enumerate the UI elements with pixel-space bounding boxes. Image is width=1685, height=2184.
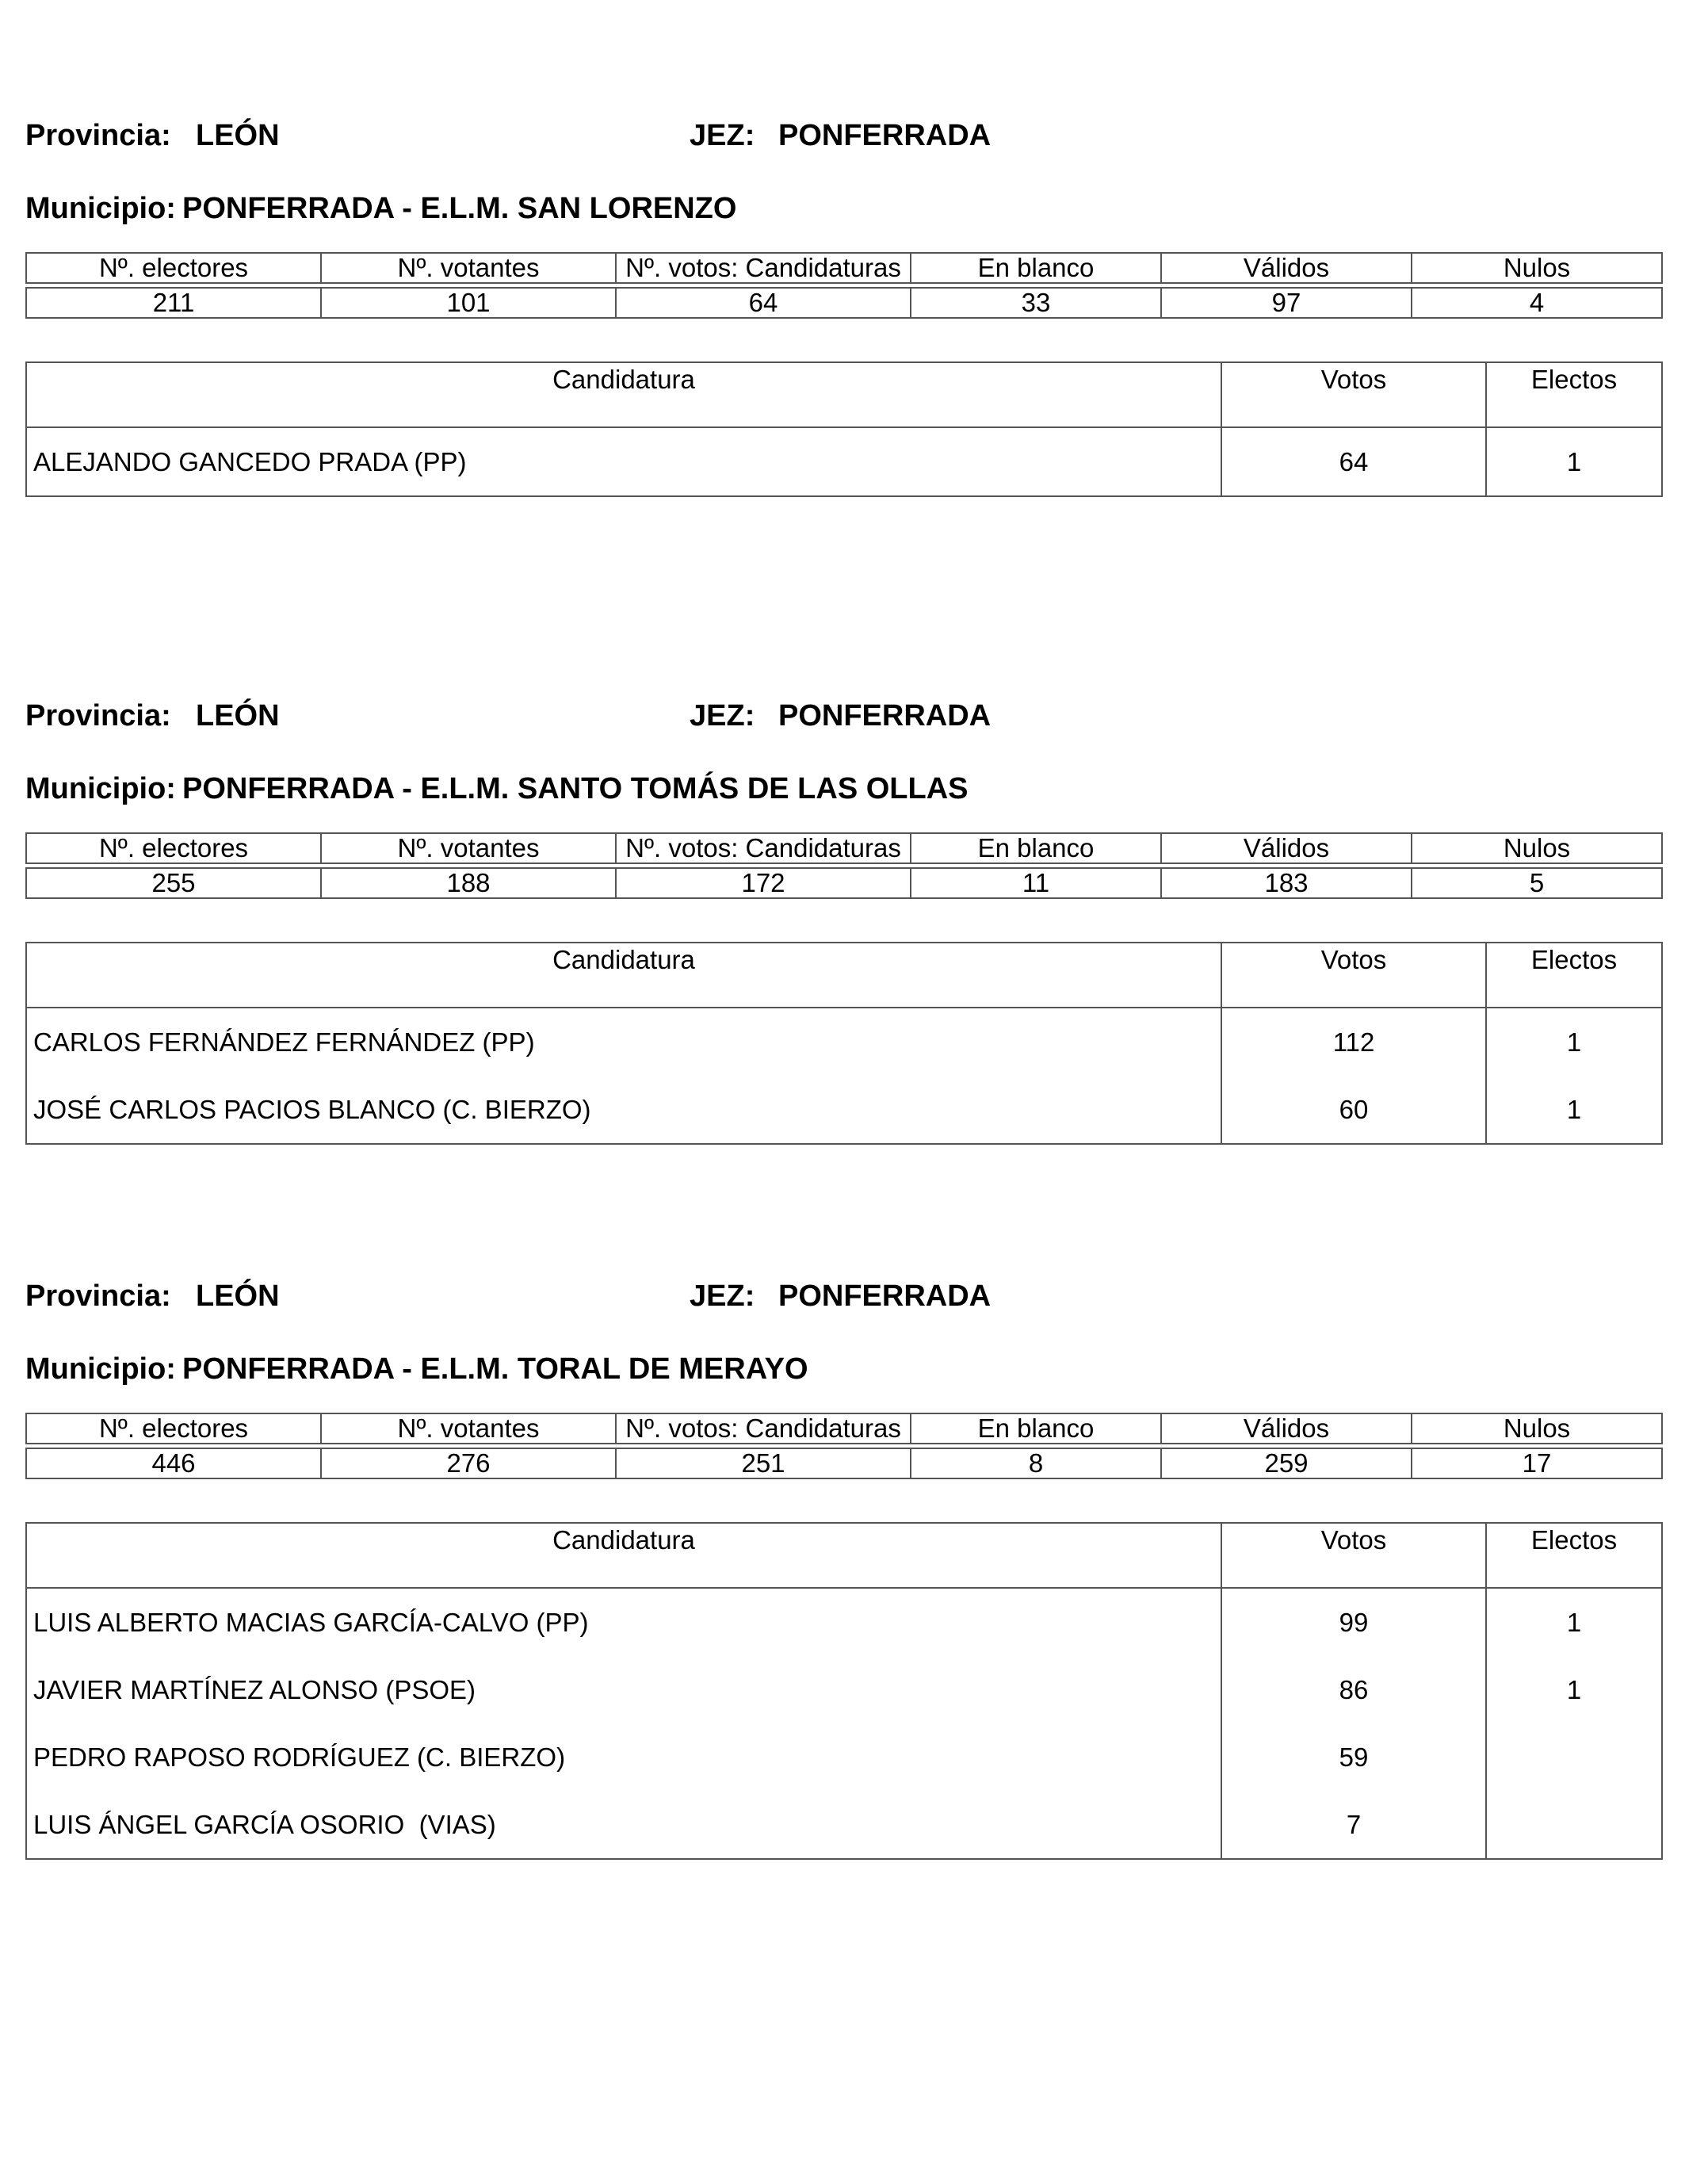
stats-value-cell: 255 (26, 868, 321, 898)
candidate-electos: 1 (1486, 1008, 1662, 1076)
section-toral-de-merayo (25, 1276, 1661, 1839)
table-row (26, 427, 1662, 496)
stats-value-cell: 8 (911, 1448, 1161, 1478)
stats-value-cell: 183 (1161, 868, 1412, 898)
candidatura-header: Candidatura (26, 943, 1221, 1008)
stats-value-row (26, 288, 1662, 318)
stats-value-cell: 5 (1412, 868, 1662, 898)
jez-value: PONFERRADA (778, 119, 992, 152)
stats-header-cell: En blanco (911, 1413, 1161, 1444)
candidate-name: ALEJANDO GANCEDO PRADA (PP) (26, 427, 1221, 496)
candidate-name: JOSÉ CARLOS PACIOS BLANCO (C. BIERZO) (26, 1076, 1221, 1144)
stats-table (25, 832, 1663, 899)
stats-header-cell: Válidos (1161, 833, 1412, 863)
votos-header: Votos (1221, 1523, 1486, 1588)
stats-header-cell: Nº. electores (26, 1413, 321, 1444)
candidate-name: LUIS ALBERTO MACIAS GARCÍA-CALVO (PP) (26, 1588, 1221, 1656)
jez-label: JEZ: (690, 699, 755, 732)
candidate-electos: 1 (1486, 1076, 1662, 1144)
table-row (26, 1656, 1662, 1723)
municipio-line (25, 189, 736, 228)
candidate-votos: 59 (1221, 1723, 1486, 1791)
provincia-label: Provincia: (25, 119, 171, 152)
stats-table (25, 1413, 1663, 1479)
candidate-electos: 1 (1486, 1588, 1662, 1656)
candidates-header-row (26, 362, 1662, 427)
stats-value-cell: 211 (26, 288, 321, 318)
electos-header: Electos (1486, 362, 1662, 427)
table-row (26, 1791, 1662, 1859)
table-row (26, 1076, 1662, 1144)
municipio-line (25, 1349, 808, 1389)
candidate-votos: 64 (1221, 427, 1486, 496)
jez-value: PONFERRADA (778, 1279, 992, 1313)
stats-value-row (26, 1448, 1662, 1478)
provincia-label: Provincia: (25, 699, 171, 732)
stats-header-cell: Nulos (1412, 253, 1662, 283)
candidate-name: CARLOS FERNÁNDEZ FERNÁNDEZ (PP) (26, 1008, 1221, 1076)
stats-value-cell: 251 (616, 1448, 911, 1478)
candidatura-header: Candidatura (26, 1523, 1221, 1588)
stats-header-cell: Nº. votantes (321, 1413, 616, 1444)
stats-value-cell: 172 (616, 868, 911, 898)
stats-value-cell: 446 (26, 1448, 321, 1478)
candidate-electos (1486, 1723, 1662, 1791)
municipio-value: PONFERRADA - E.L.M. SANTO TOMÁS DE LAS OLLAS (181, 772, 969, 805)
stats-value-cell: 276 (321, 1448, 616, 1478)
candidate-votos: 60 (1221, 1076, 1486, 1144)
municipio-value: PONFERRADA - E.L.M. TORAL DE MERAYO (181, 1352, 808, 1386)
stats-value-row (26, 868, 1662, 898)
stats-value-cell: 64 (616, 288, 911, 318)
municipio-label: Municipio: (25, 192, 176, 225)
stats-header-cell: Nº. votos: Candidaturas (616, 253, 911, 283)
stats-header-row (26, 833, 1662, 863)
jez-label: JEZ: (690, 1279, 755, 1313)
section-san-lorenzo (25, 116, 1661, 476)
provincia-value: LEÓN (196, 699, 280, 732)
jez-value: PONFERRADA (778, 699, 992, 732)
header-line (25, 696, 1661, 736)
candidates-header-row (26, 943, 1662, 1008)
candidates-table (25, 1522, 1663, 1860)
municipio-label: Municipio: (25, 772, 176, 805)
candidate-votos: 112 (1221, 1008, 1486, 1076)
header-line (25, 116, 1661, 155)
stats-header-cell: Nulos (1412, 1413, 1662, 1444)
stats-header-cell: En blanco (911, 833, 1161, 863)
provincia-value: LEÓN (196, 1279, 280, 1313)
stats-header-cell: Nº. votantes (321, 253, 616, 283)
electos-header: Electos (1486, 943, 1662, 1008)
stats-value-cell: 101 (321, 288, 616, 318)
candidate-name: PEDRO RAPOSO RODRÍGUEZ (C. BIERZO) (26, 1723, 1221, 1791)
stats-header-row (26, 253, 1662, 283)
table-row (26, 1723, 1662, 1791)
votos-header: Votos (1221, 943, 1486, 1008)
stats-header-cell: Nº. electores (26, 833, 321, 863)
stats-header-cell: Nº. votos: Candidaturas (616, 833, 911, 863)
stats-value-cell: 97 (1161, 288, 1412, 318)
candidates-header-row (26, 1523, 1662, 1588)
stats-header-row (26, 1413, 1662, 1444)
stats-table (25, 252, 1663, 319)
candidate-electos: 1 (1486, 1656, 1662, 1723)
electos-header: Electos (1486, 1523, 1662, 1588)
table-row (26, 1008, 1662, 1076)
stats-value-cell: 33 (911, 288, 1161, 318)
candidates-table (25, 942, 1663, 1145)
stats-value-cell: 17 (1412, 1448, 1662, 1478)
provincia-value: LEÓN (196, 119, 280, 152)
stats-header-cell: Válidos (1161, 1413, 1412, 1444)
candidatura-header: Candidatura (26, 362, 1221, 427)
candidate-votos: 99 (1221, 1588, 1486, 1656)
candidate-name: JAVIER MARTÍNEZ ALONSO (PSOE) (26, 1656, 1221, 1723)
stats-value-cell: 11 (911, 868, 1161, 898)
stats-header-cell: Nº. electores (26, 253, 321, 283)
stats-header-cell: Nulos (1412, 833, 1662, 863)
votos-header: Votos (1221, 362, 1486, 427)
stats-header-cell: Válidos (1161, 253, 1412, 283)
candidates-table (25, 361, 1663, 497)
header-line (25, 1276, 1661, 1316)
stats-header-cell: En blanco (911, 253, 1161, 283)
stats-header-cell: Nº. votantes (321, 833, 616, 863)
candidate-electos: 1 (1486, 427, 1662, 496)
provincia-label: Provincia: (25, 1279, 171, 1313)
stats-value-cell: 4 (1412, 288, 1662, 318)
stats-value-cell: 259 (1161, 1448, 1412, 1478)
section-santo-tomas (25, 696, 1661, 1124)
municipio-value: PONFERRADA - E.L.M. SAN LORENZO (181, 192, 737, 225)
jez-label: JEZ: (690, 119, 755, 152)
municipio-line (25, 769, 969, 809)
stats-header-cell: Nº. votos: Candidaturas (616, 1413, 911, 1444)
candidate-votos: 7 (1221, 1791, 1486, 1859)
candidate-name: LUIS ÁNGEL GARCÍA OSORIO (VIAS) (26, 1791, 1221, 1859)
municipio-label: Municipio: (25, 1352, 176, 1386)
stats-value-cell: 188 (321, 868, 616, 898)
candidate-votos: 86 (1221, 1656, 1486, 1723)
candidate-electos (1486, 1791, 1662, 1859)
table-row (26, 1588, 1662, 1656)
